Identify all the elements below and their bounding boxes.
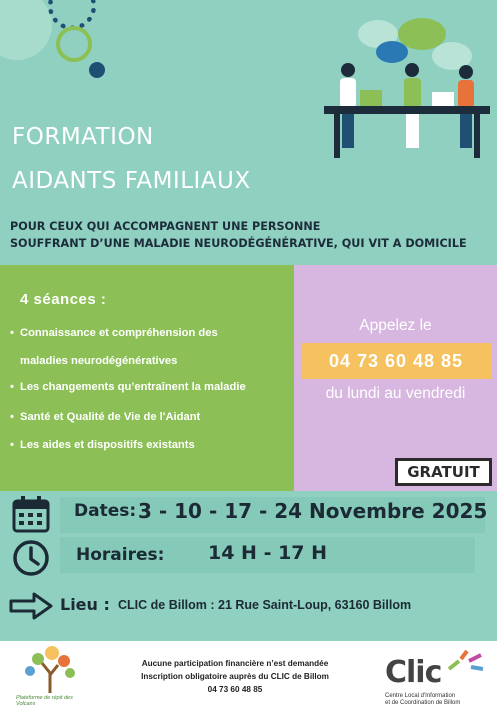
sessions-panel bbox=[0, 265, 294, 491]
clic-logo bbox=[383, 649, 493, 705]
clic-logo-word: Clic bbox=[385, 655, 442, 690]
partner-logo-text: Plateforme de répit des Volcans bbox=[16, 695, 73, 705]
place-value: CLIC de Billom : 21 Rue Saint-Loup, 63160 Billom bbox=[118, 598, 412, 612]
hours-label: Horaires: bbox=[76, 545, 165, 565]
clic-logo-subtitle: Centre Local d'Information et de Coordination de Billom bbox=[385, 693, 461, 705]
page-title-line2: AIDANTS FAMILIAUX bbox=[12, 168, 251, 194]
header-section bbox=[0, 0, 497, 265]
dates-value: 3 - 10 - 17 - 24 Novembre 2025 bbox=[138, 499, 488, 523]
session-item: • Les aides et dispositifs existants bbox=[10, 439, 195, 451]
decor-circle-dot bbox=[89, 62, 105, 78]
session-item-continued: maladies neurodégénératives bbox=[20, 355, 178, 367]
decor-circle-large bbox=[0, 0, 52, 60]
clock-icon bbox=[12, 539, 50, 577]
clic-star-icon bbox=[445, 649, 485, 673]
arrow-right-icon bbox=[8, 591, 54, 621]
speech-bubble-icon bbox=[376, 41, 408, 63]
partner-logo bbox=[12, 645, 90, 705]
team-illustration bbox=[320, 12, 492, 162]
decor-circle-ring-small bbox=[56, 26, 92, 62]
page-title-line1: FORMATION bbox=[12, 124, 154, 150]
opening-days: du lundi au vendredi bbox=[325, 385, 466, 402]
session-item: • Santé et Qualité de Vie de l'Aidant bbox=[10, 411, 201, 423]
sessions-heading: 4 séances : bbox=[20, 291, 107, 308]
subtitle-line2: SOUFFRANT D’UNE MALADIE NEURODÉGÉNÉRATIVE, QUI VIT A DOMICILE bbox=[10, 237, 467, 250]
free-badge: GRATUIT bbox=[395, 458, 492, 486]
hours-value: 14 H - 17 H bbox=[208, 542, 328, 564]
dates-label: Dates: bbox=[74, 501, 137, 521]
session-item: • Connaissance et compréhension des bbox=[10, 327, 218, 339]
footer-phone: 04 73 60 48 85 bbox=[207, 685, 263, 694]
phone-box bbox=[301, 343, 491, 379]
phone-number[interactable]: 04 73 60 48 85 bbox=[328, 351, 464, 371]
contact-panel bbox=[294, 265, 497, 491]
speech-bubble-icon bbox=[398, 18, 446, 50]
footer-line1: Aucune participation financière n’est demandée bbox=[141, 659, 329, 668]
subtitle-line1: POUR CEUX QUI ACCOMPAGNENT UNE PERSONNE bbox=[10, 220, 321, 233]
call-label: Appelez le bbox=[359, 317, 432, 334]
footer bbox=[0, 641, 497, 705]
footer-line2: Inscription obligatoire auprès du CLIC de Billom bbox=[141, 672, 329, 681]
place-label: Lieu : bbox=[60, 595, 110, 614]
details-section bbox=[0, 491, 497, 641]
calendar-icon bbox=[12, 495, 50, 533]
tree-logo-icon bbox=[12, 645, 90, 695]
session-item: • Les changements qu’entraînent la maladie bbox=[10, 381, 246, 393]
page-subtitle bbox=[10, 218, 490, 252]
